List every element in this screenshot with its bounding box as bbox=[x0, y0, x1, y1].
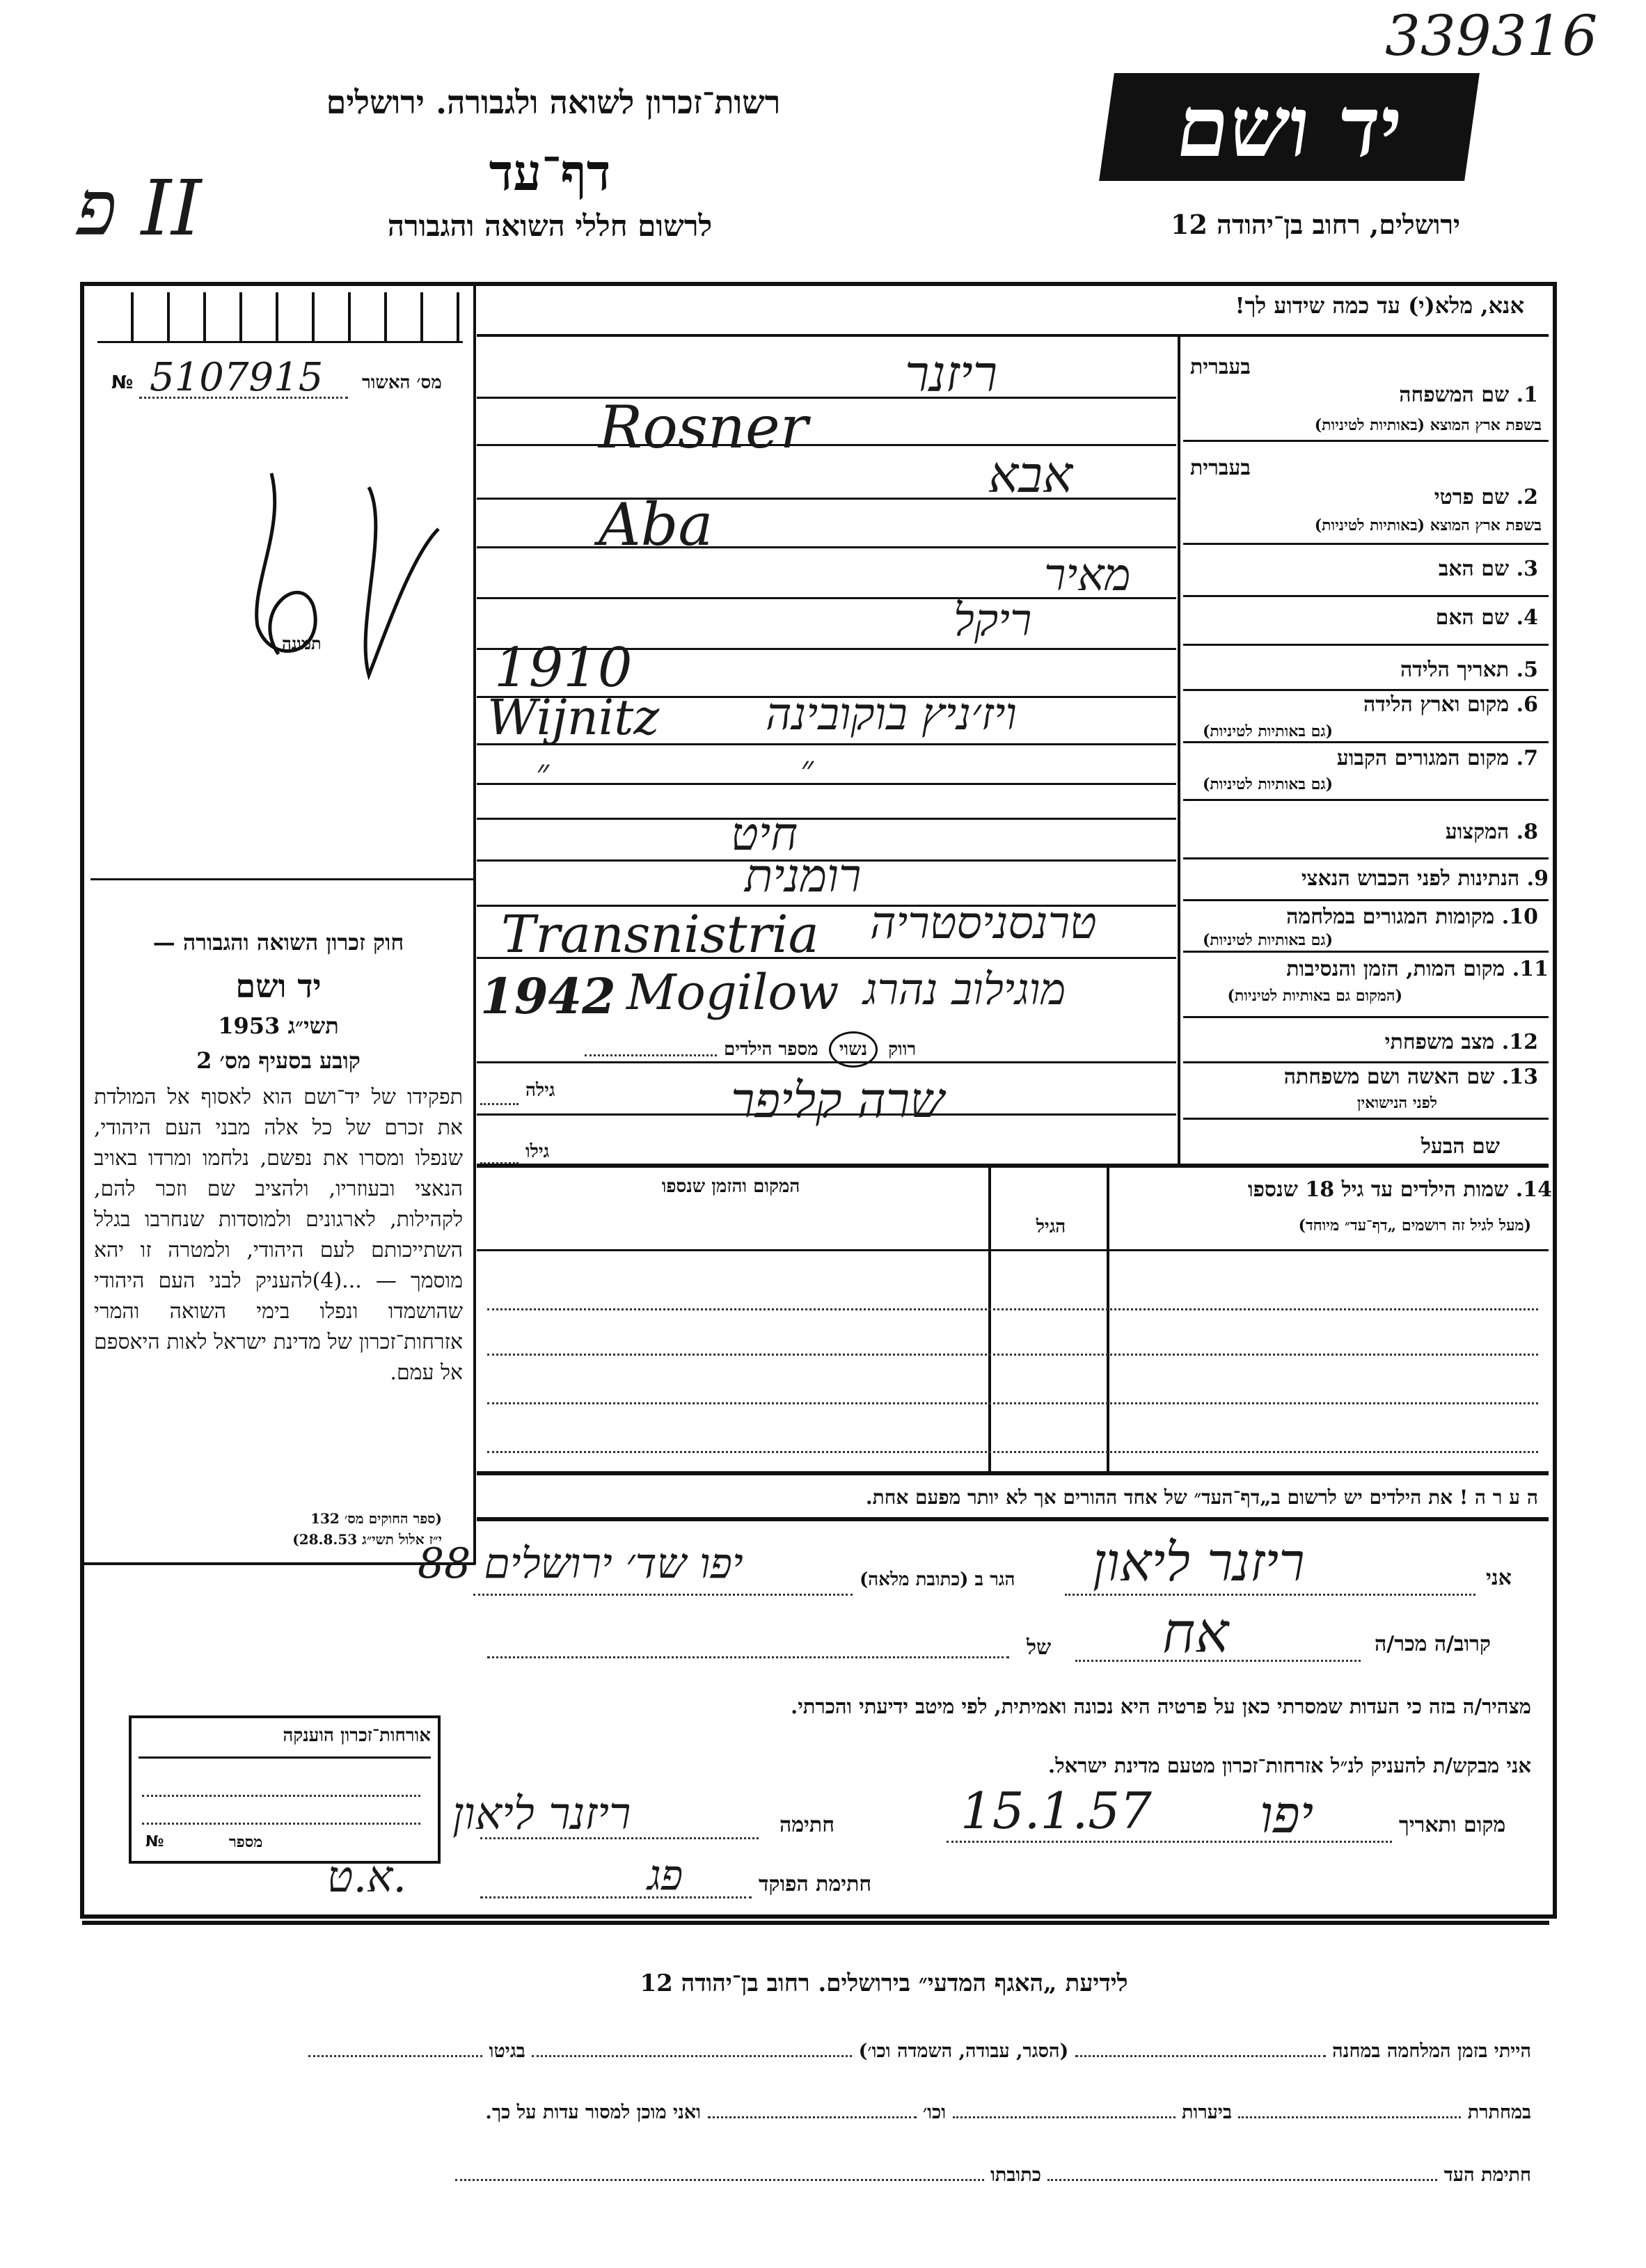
note-bottom-border bbox=[477, 1517, 1549, 1521]
citizenship-no-sign: № bbox=[145, 1833, 164, 1850]
row-number: 13. bbox=[1501, 1065, 1538, 1089]
declaration: מצהיר/ה בזה כי העדות שמסרתי כאן על פרטיה היא נכונה ואמיתית, לפי מיטב ידיעתי והכרתי. bbox=[791, 1695, 1531, 1718]
row-number: 11. bbox=[1512, 957, 1549, 981]
row-number: 6. bbox=[1516, 692, 1538, 717]
children-col-divider-2 bbox=[988, 1166, 991, 1473]
sub-death-place: (המקום גם באותיות לטיניות) bbox=[1227, 987, 1402, 1005]
label-text: שם האם bbox=[1435, 605, 1510, 630]
photo-separator bbox=[90, 878, 473, 880]
children-header-divider bbox=[477, 1249, 1549, 1251]
sub-wife-name: לפני הנישואין bbox=[1356, 1094, 1437, 1112]
label-text: שמות הילדים עד גיל 18 שנספו bbox=[1247, 1177, 1509, 1202]
row-divider bbox=[1183, 857, 1549, 859]
approval-line bbox=[139, 397, 348, 399]
children-bottom-border bbox=[477, 1471, 1549, 1475]
row-divider bbox=[1183, 741, 1549, 743]
witness-signature-label: חתימת העד bbox=[1443, 2164, 1531, 2186]
citizenship-box-divider bbox=[139, 1756, 431, 1759]
label-wife-name bbox=[1284, 1065, 1538, 1089]
authority-name: רשות־זכרון לשואה ולגבורה. ירושלים bbox=[326, 84, 781, 121]
citizenship-number-label: מספר bbox=[229, 1833, 263, 1851]
label-residence bbox=[1337, 746, 1538, 770]
label-husband-name: שם הבעל bbox=[1421, 1134, 1500, 1159]
witness-name-line bbox=[1065, 1594, 1475, 1596]
death-place-hebrew[interactable]: מוגילוב נהרג bbox=[863, 964, 1066, 1015]
approval-label: מס׳ האשור bbox=[362, 372, 442, 393]
row-number: 3. bbox=[1516, 557, 1538, 581]
law-source-2: י״ז אלול תשי״ג 28.8.53) bbox=[292, 1531, 442, 1548]
row-number: 8. bbox=[1516, 820, 1538, 844]
children-title bbox=[1248, 1177, 1552, 1202]
wartime-residence-latin[interactable]: Transnistria bbox=[501, 905, 819, 965]
row-number: 1. bbox=[1516, 383, 1538, 407]
approval-no-sign: № bbox=[111, 372, 134, 393]
label-death-place bbox=[1286, 957, 1549, 981]
place-date-label: מקום ותאריך bbox=[1399, 1813, 1506, 1837]
sub-wartime-residence: (גם באותיות לטיניות) bbox=[1202, 931, 1333, 949]
signature-label: חתימה bbox=[780, 1813, 834, 1837]
approval-number[interactable]: 5107915 bbox=[150, 355, 324, 400]
occupation[interactable]: חיט bbox=[731, 807, 798, 861]
margin-note: א.ט. bbox=[327, 1851, 407, 1902]
first-name-latin[interactable]: Aba bbox=[599, 491, 713, 559]
row-divider bbox=[1183, 595, 1549, 597]
residence-ditto-hebrew[interactable]: ״ bbox=[800, 748, 814, 788]
citizenship-box-line bbox=[142, 1823, 420, 1825]
children-count-line bbox=[585, 1054, 717, 1056]
witness-name[interactable]: ריזנר ליאון bbox=[1093, 1531, 1305, 1593]
label-text: מקום המגורים הקבוע bbox=[1336, 746, 1510, 770]
ghetto-label: בגיטו bbox=[489, 2040, 525, 2062]
row-number: 9. bbox=[1526, 866, 1549, 891]
row-number: 12. bbox=[1501, 1030, 1538, 1054]
forests-label: ביערות bbox=[1181, 2102, 1232, 2123]
label-occupation bbox=[1446, 820, 1538, 844]
nationality[interactable]: רומנית bbox=[745, 849, 862, 903]
sub-first-name: בשפת ארץ המוצא (באותיות לטיניות) bbox=[1314, 516, 1542, 534]
label-nationality bbox=[1301, 866, 1549, 891]
testimony-offer: ואני מוכן למסור עדות על כך. bbox=[485, 2102, 702, 2123]
husband-age-label: גילו bbox=[525, 1141, 550, 1162]
yad-vashem-logo bbox=[1099, 73, 1480, 181]
label-wartime-residence bbox=[1286, 905, 1538, 929]
wife-age-label: גילה bbox=[525, 1080, 555, 1101]
law-year: תשי״ג 1953 bbox=[218, 1013, 339, 1039]
row-divider bbox=[1183, 1016, 1549, 1018]
form-title: דף־עד bbox=[489, 143, 611, 202]
option-single[interactable]: רווק bbox=[888, 1039, 917, 1060]
sub-family-name: בשפת ארץ המוצא (באותיות לטיניות) bbox=[1314, 416, 1542, 434]
photo-label: תמונה bbox=[282, 633, 322, 653]
label-text: המקצוע bbox=[1445, 820, 1510, 844]
children-count-label: מספר הילדים bbox=[724, 1039, 818, 1060]
child-row[interactable] bbox=[487, 1451, 1538, 1453]
label-father-name bbox=[1439, 557, 1538, 581]
entry-line bbox=[477, 783, 1176, 785]
relation-line bbox=[1075, 1660, 1361, 1662]
label-text: שם המשפחה bbox=[1399, 383, 1510, 407]
label-family-name bbox=[1399, 383, 1538, 407]
label-marital-status bbox=[1385, 1030, 1538, 1054]
of-line bbox=[487, 1656, 1009, 1658]
logo-text: יד ושם bbox=[1170, 78, 1409, 176]
handwritten-mark: פ II bbox=[77, 164, 202, 253]
child-row[interactable] bbox=[487, 1354, 1538, 1356]
signature-line bbox=[480, 1837, 759, 1839]
children-note: ה ע ר ה ! את הילדים יש לרשום ב„דף־העד״ של אחד ההורים אך לא יותר מפעם אחת. bbox=[865, 1486, 1538, 1509]
row-number: 2. bbox=[1516, 485, 1538, 509]
sub-birth-place: (גם באותיות לטיניות) bbox=[1202, 722, 1333, 740]
row-number: 7. bbox=[1516, 746, 1538, 770]
officer-signature[interactable]: פג bbox=[647, 1851, 683, 1900]
label-text: שם פרטי bbox=[1434, 485, 1510, 509]
label-text: שם האב bbox=[1438, 557, 1510, 581]
law-source-1: (ספר החוקים מס׳ 132 bbox=[310, 1510, 442, 1527]
row-divider bbox=[1183, 1061, 1549, 1063]
label-text: מקומות המגורים במלחמה bbox=[1286, 905, 1495, 929]
place[interactable]: יפו bbox=[1260, 1785, 1314, 1845]
row-divider bbox=[1183, 689, 1549, 691]
row-divider bbox=[1183, 644, 1549, 646]
label-text: מקום וארץ הלידה bbox=[1363, 692, 1510, 717]
row-divider bbox=[1183, 543, 1549, 545]
row-number: 14. bbox=[1515, 1177, 1552, 1202]
row-divider bbox=[1183, 951, 1549, 953]
label-text: מצב משפחתי bbox=[1384, 1030, 1495, 1054]
witness-address[interactable]: יפו שד׳ ירושלים 88 bbox=[418, 1539, 743, 1588]
witness-address-label: כתובתו bbox=[990, 2164, 1041, 2186]
row-number: 10. bbox=[1501, 905, 1538, 929]
underground-label: במחתרת bbox=[1467, 2102, 1531, 2123]
photo-signature-scribble bbox=[230, 445, 452, 696]
camp-hint: (הסגר, עבודה, השמדה וכו׳) bbox=[858, 2040, 1069, 2062]
children-col-age: הגיל bbox=[1036, 1216, 1066, 1237]
law-section: קובע בסעיף מס׳ 2 bbox=[196, 1047, 361, 1074]
row-divider bbox=[1183, 799, 1549, 801]
left-column-bottom bbox=[82, 1562, 475, 1565]
etc-label: וכו׳ bbox=[922, 2102, 947, 2123]
form-instruction: אנא, מלא(י) עד כמה שידוע לך! bbox=[1235, 292, 1524, 319]
first-name-hebrew[interactable]: אבא bbox=[988, 445, 1073, 504]
wartime-residence-hebrew[interactable]: טרנסניסטריה bbox=[870, 898, 1097, 949]
officer-line bbox=[480, 1896, 752, 1898]
citizenship-box-title: אורחות־זכרון הוענקה bbox=[283, 1725, 431, 1746]
label-text: תאריך הלידה bbox=[1400, 658, 1510, 682]
child-row[interactable] bbox=[487, 1308, 1538, 1310]
wife-name[interactable]: שרה קליפר bbox=[731, 1072, 944, 1129]
row-number: 5. bbox=[1516, 658, 1538, 682]
wife-age-line bbox=[480, 1103, 519, 1105]
family-name-latin[interactable]: Rosner bbox=[599, 393, 808, 461]
footer-underground bbox=[97, 2102, 1531, 2123]
hebrew-hint-2: בעברית bbox=[1190, 456, 1251, 480]
law-title: חוק זכרון השואה והגבורה — bbox=[152, 929, 404, 955]
place-date-line bbox=[947, 1841, 1392, 1843]
label-birth-date bbox=[1400, 658, 1538, 682]
children-col-divider-1 bbox=[1107, 1166, 1109, 1473]
citizenship-box-line bbox=[142, 1795, 420, 1797]
left-column-divider bbox=[473, 284, 476, 1564]
resides-label: הגר ב (כתובת מלאה) bbox=[860, 1569, 1015, 1590]
relation[interactable]: אח bbox=[1162, 1601, 1229, 1665]
death-place-latin[interactable]: Mogilow bbox=[626, 964, 839, 1021]
officer-label: חתימת הפוקד bbox=[759, 1872, 872, 1896]
row-divider bbox=[1183, 440, 1549, 442]
footer-title: לידיעת „האגף המדעי״ בירושלים. רחוב בן־יהודה 12 bbox=[640, 1969, 1128, 1997]
row-divider bbox=[1183, 899, 1549, 901]
hebrew-hint-1: בעברית bbox=[1190, 355, 1251, 379]
label-mother-name bbox=[1436, 605, 1538, 630]
citizenship-request: אני מבקש/ת להעניק לנ״ל אזרחות־זכרון מטעם מדינת ישראל. bbox=[1048, 1754, 1531, 1777]
citizenship-box bbox=[129, 1715, 441, 1864]
label-column-divider bbox=[1178, 335, 1180, 1164]
top-left-boxes bbox=[97, 292, 463, 343]
entry-line bbox=[477, 546, 1176, 548]
label-first-name bbox=[1434, 485, 1538, 509]
law-name: יד ושם bbox=[235, 967, 322, 1005]
residence-ditto-latin[interactable]: ״ bbox=[536, 752, 549, 792]
marital-options bbox=[724, 1031, 916, 1068]
form-subtitle: לרשום חללי השואה והגבורה bbox=[387, 209, 713, 243]
label-text: מקום המות, הזמן והנסיבות bbox=[1286, 957, 1505, 981]
of-label: של bbox=[1027, 1635, 1052, 1660]
i-label: אני bbox=[1486, 1566, 1512, 1590]
instruction-underline bbox=[477, 334, 1549, 337]
birth-date[interactable]: 1910 bbox=[494, 637, 633, 699]
sub-residence: (גם באותיות לטיניות) bbox=[1202, 775, 1333, 793]
mother-name[interactable]: ריקל bbox=[953, 595, 1032, 647]
law-body: תפקידו של יד־ושם הוא לאסוף אל המולדת את זכרם של כל אלה מבני העם היהודי, שנפלו ומסרו את נפשם, נלחמו ומרדו באויב הנאצי ובעוזריו, ולהציב שם וזכר להם, לקהילות, לארגונים ולמוסדות שנחרבו בגלל השתייכותם לעם היהודי, ולמטרה זו יהא מוסמך — ...(4)להעניק לבני העם היהודי שהושמדו ונפלו בימי השואה והמרי אזרחות־זכרון של מדינת ישראל לאות היאספם אל עמם. bbox=[94, 1085, 464, 1385]
relative-label: קרוב/ה מכר/ה bbox=[1375, 1632, 1491, 1656]
address: ירושלים, רחוב בן־יהודה 12 bbox=[1171, 209, 1460, 240]
child-row[interactable] bbox=[487, 1402, 1538, 1404]
birth-place-hebrew[interactable]: ויז׳ניץ בוקובינה bbox=[766, 689, 1017, 740]
label-text: שם האשה ושם משפחתה bbox=[1283, 1065, 1495, 1089]
footer-divider bbox=[82, 1921, 1549, 1925]
entry-line bbox=[477, 818, 1176, 820]
children-top-border bbox=[477, 1164, 1549, 1168]
address-line bbox=[473, 1594, 853, 1596]
footer-camp bbox=[97, 2040, 1531, 2062]
label-birth-place bbox=[1363, 692, 1538, 717]
children-subtitle: (מעל לגיל זה רושמים „דף־עד״ מיוחד) bbox=[1298, 1216, 1531, 1235]
camp-label: הייתי בזמן המלחמה במחנה bbox=[1332, 2040, 1531, 2062]
row-divider bbox=[1183, 1118, 1549, 1120]
children-col-place: המקום והזמן שנספו bbox=[661, 1176, 800, 1197]
date[interactable]: 15.1.57 bbox=[960, 1782, 1152, 1840]
birth-place-latin[interactable]: Wijnitz bbox=[487, 689, 660, 746]
archive-number: 339316 bbox=[1385, 3, 1598, 68]
father-name[interactable]: מאיר bbox=[1044, 550, 1131, 601]
death-year[interactable]: 1942 bbox=[480, 967, 616, 1025]
label-text: הנתינות לפני הכבוש הנאצי bbox=[1301, 866, 1520, 891]
option-married[interactable]: נשוי bbox=[829, 1031, 878, 1068]
entry-line bbox=[477, 397, 1176, 399]
row-number: 4. bbox=[1516, 605, 1538, 630]
footer-signature bbox=[97, 2164, 1531, 2186]
family-name-hebrew[interactable]: ריזנר bbox=[905, 344, 998, 403]
signature[interactable]: ריזנר ליאון bbox=[452, 1789, 631, 1840]
